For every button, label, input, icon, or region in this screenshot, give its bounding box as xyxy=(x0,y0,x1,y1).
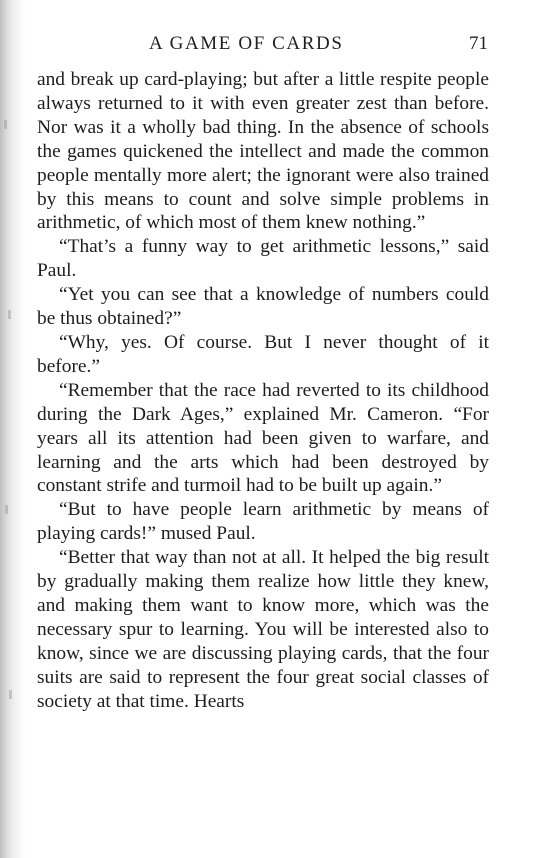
paragraph: “Remember that the race had reverted to its childhood during the Dark Ages,” explained Mr. Cameron. “For years all its attention had been given to warfare, and learning and the arts which had been destroyed by constant strife and turmoil had to be built up again.” xyxy=(37,379,489,497)
paragraph: “That’s a funny way to get arithmetic lessons,” said Paul. xyxy=(37,236,489,282)
body-text xyxy=(37,68,489,713)
page-number: 71 xyxy=(469,33,488,54)
paragraph: and break up card-playing; but after a little respite people always returned to it with even greater zest than before. Nor was it a wholly bad thing. In the absence of schools the games quickened the intellect and made the common people mentally more alert; the ignorant were also trained by this means to count and solve simple problems in arithmetic, of which most of them knew nothing.” xyxy=(37,69,489,234)
gutter-speck xyxy=(8,310,11,319)
gutter-speck xyxy=(4,120,7,129)
page-header xyxy=(0,33,541,57)
gutter-speck xyxy=(5,505,8,514)
paragraph: “But to have people learn arithmetic by means of playing cards!” mused Paul. xyxy=(37,499,489,545)
paragraph: “Why, yes. Of course. But I never thought of it before.” xyxy=(37,331,489,377)
paragraph: “Better that way than not at all. It helped the big result by gradually making them realize how little they knew, and making them want to know more, which was the necessary spur to learning. You will be interested also to know, since we are discussing playing cards, that the four suits are said to represent the four great social classes of society at that time. Hearts xyxy=(37,547,489,712)
paragraph: “Yet you can see that a knowledge of numbers could be thus obtained?” xyxy=(37,284,489,330)
page-gutter-shadow xyxy=(0,0,26,858)
gutter-speck xyxy=(9,690,12,699)
running-title: A GAME OF CARDS xyxy=(149,33,344,54)
